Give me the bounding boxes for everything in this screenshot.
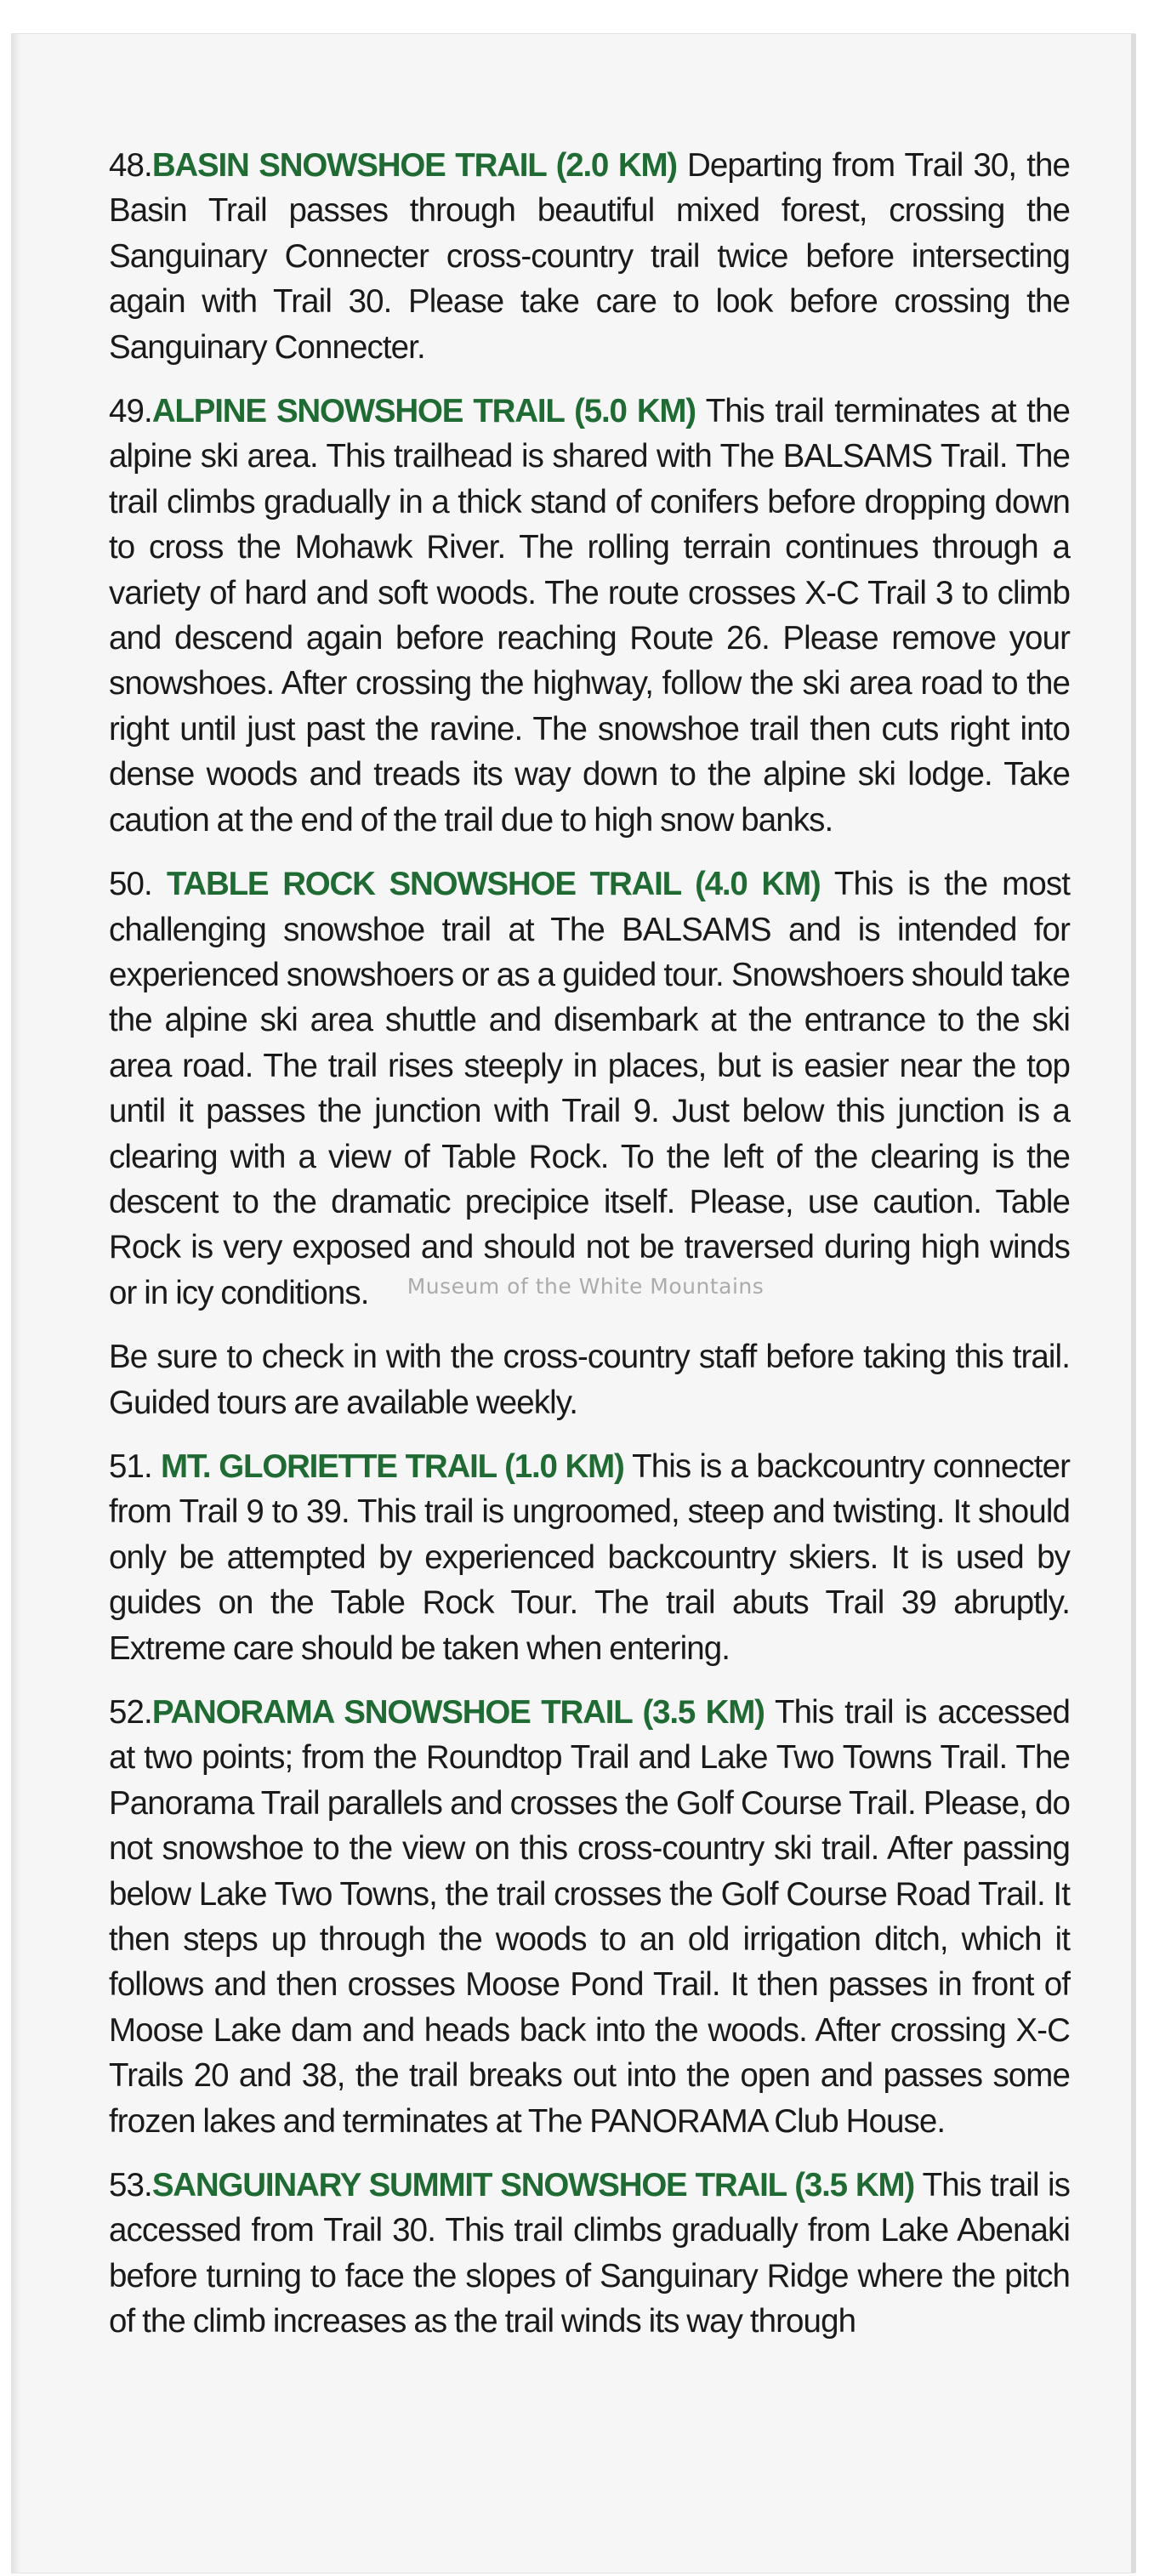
trail-49-text: This trail terminates at the alpine ski area. This trailhead is shared with The BALSAMS Trail. The trail climbs gradually in a thick stand of conifers before dropping down to cross the Mohawk River. The rolling terrain continues through a variety of hard and soft woods. The route crosses X-C Trail 3 to climb and descend again before reaching Route 26. Please remove your snowshoes. After crossing the highway, follow the ski area road to the right until just past the ravine. The snowshoe trail then cuts right into dense woods and treads its way down to the alpine ski lodge. Take caution at the end of the trail due to high snow banks. (109, 393, 1070, 839)
trail-50-text: This is the most challenging snowshoe trail at The BALSAMS and is intended for experienced snowshoers or as a guided tour. Snowshoers should take the alpine ski area shuttle and disembark at the entrance to the ski area road. The trail rises steeply in places, but is easier near the top until it passes the junction with Trail 9. Just below this junction is a clearing with a view of Table Rock. To the left of the clearing is the descent to the dramatic precipice itself. Please, use caution. Table Rock is very exposed and should not be traversed during high winds or in icy conditions. (109, 866, 1071, 1311)
trail-49-description (109, 389, 1070, 843)
trail-51-description (109, 1444, 1070, 1671)
trail-49-number: 49. (109, 393, 152, 430)
trail-50-title: TABLE ROCK SNOWSHOE TRAIL (4.0 KM) (166, 866, 821, 903)
trail-49-title: ALPINE SNOWSHOE TRAIL (5.0 KM) (151, 393, 696, 430)
trail-53-text: This trail is accessed from Trail 30. This trail climbs gradually from Lake Abenaki before turning to face the slopes of Sanguinary Ridge where the pitch of the climb increases as the trail winds its way through (109, 2167, 1070, 2340)
trail-52-number: 52. (109, 1694, 152, 1731)
trail-53-title: SANGUINARY SUMMIT SNOWSHOE TRAIL (3.5 KM) (151, 2167, 914, 2204)
museum-watermark: Museum of the White Mountains (406, 1274, 765, 1299)
trail-53-description (109, 2163, 1070, 2345)
trail-50-description (109, 862, 1070, 1316)
trail-52-description (109, 1690, 1070, 2144)
trail-52-text: This trail is accessed at two points; from the Roundtop Trail and Lake Two Towns Trail. The Panorama Trail parallels and crosses the Golf Course Trail. Please, do not snowshoe to the view on this cross-country ski trail. After passing below Lake Two Towns, the trail crosses the Golf Course Road Trail. It then steps up through the woods to an old irrigation ditch, which it follows and then crosses Moose Pond Trail. It then passes in front of Moose Lake dam and heads back into the woods. After crossing X-C Trails 20 and 38, the trail breaks out into the open and passes some frozen lakes and terminates at The PANORAMA Club House. (109, 1694, 1070, 2140)
page-fold-shadow (12, 34, 20, 2573)
page-edge (1131, 34, 1136, 2573)
trail-48-title: BASIN SNOWSHOE TRAIL (2.0 KM) (151, 147, 677, 184)
trail-51-number: 51. (109, 1447, 152, 1485)
trail-50-number: 50. (109, 866, 152, 903)
trail-48-text: Departing from Trail 30, the Basin Trail passes through beautiful mixed forest, crossing the Sanguinary Connecter cross-country trail twice before intersecting again with Trail 30. Please take care to look before crossing the Sanguinary Connecter. (109, 147, 1071, 366)
trail-52-title: PANORAMA SNOWSHOE TRAIL (3.5 KM) (151, 1694, 765, 1731)
trail-51-text: This is a backcountry connecter from Trail 9 to 39. This trail is ungroomed, steep and twisting. It should only be attempted by experienced backcountry skiers. It is used by guides on the Table Rock Tour. The trail abuts Trail 39 abruptly. Extreme care should be taken when entering. (109, 1447, 1070, 1667)
trail-descriptions (109, 143, 1070, 2363)
trail-53-number: 53. (109, 2167, 152, 2204)
trail-50-note-text: Be sure to check in with the cross-country staff before taking this trail. Guided tours are available weekly. (109, 1339, 1070, 1421)
trail-50-note (109, 1334, 1070, 1425)
trail-48-description (109, 143, 1070, 370)
trail-51-title: MT. GLORIETTE TRAIL (1.0 KM) (160, 1447, 624, 1485)
trail-48-number: 48. (109, 147, 152, 184)
